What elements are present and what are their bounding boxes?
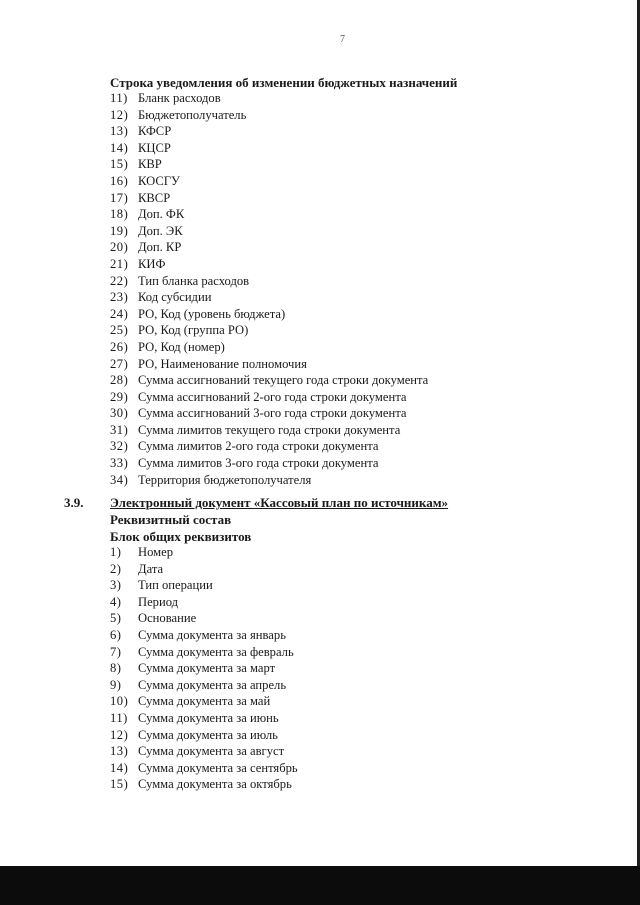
- list-item: [110, 594, 298, 611]
- list-item: [110, 438, 428, 455]
- item-number: 25): [110, 323, 129, 338]
- item-text: Сумма лимитов 3-ого года строки документа: [138, 456, 379, 471]
- item-number: 6): [110, 627, 122, 642]
- list-item: [110, 455, 428, 472]
- item-text: КВСР: [138, 190, 171, 205]
- item-text: Доп. ЭК: [138, 223, 183, 238]
- item-number: 23): [110, 290, 129, 305]
- list-item: [110, 123, 428, 140]
- list-item: [110, 173, 428, 190]
- item-text: Доп. КР: [138, 240, 182, 255]
- list-item: [110, 577, 298, 594]
- list-item: [110, 644, 298, 661]
- item-text: КФСР: [138, 124, 172, 139]
- section-subtitle: Реквизитный состав: [110, 512, 232, 527]
- list-item: [110, 561, 298, 578]
- item-number: 1): [110, 545, 122, 559]
- item-text: РО, Код (группа РО): [138, 323, 249, 338]
- item-number: 15): [110, 777, 129, 792]
- item-text: Сумма документа за май: [138, 694, 271, 709]
- list-item: [110, 289, 428, 306]
- item-number: 18): [110, 207, 129, 222]
- item-text: Сумма документа за январь: [138, 627, 286, 642]
- item-number: 16): [110, 173, 129, 188]
- scan-bottom-band: [0, 866, 640, 905]
- item-number: 32): [110, 439, 129, 454]
- list-item: [110, 389, 428, 406]
- list-item: [110, 610, 298, 627]
- item-text: Сумма документа за июль: [138, 727, 278, 742]
- item-number: 8): [110, 661, 122, 676]
- item-text: Сумма документа за март: [138, 661, 276, 676]
- item-text: Сумма документа за февраль: [138, 644, 294, 659]
- item-text: РО, Наименование полномочия: [138, 356, 307, 371]
- item-text: Сумма ассигнований 3-ого года строки документа: [138, 406, 407, 421]
- list-item: [110, 190, 428, 207]
- list-item: [110, 544, 298, 561]
- list-item: [110, 472, 428, 489]
- item-number: 19): [110, 223, 129, 238]
- item-number: 7): [110, 644, 122, 659]
- item-number: 27): [110, 356, 129, 371]
- list-item: [110, 239, 428, 256]
- item-text: РО, Код (номер): [138, 339, 225, 354]
- section-number: 3.9.: [64, 495, 84, 510]
- item-number: 10): [110, 694, 129, 709]
- item-text: РО, Код (уровень бюджета): [138, 306, 286, 321]
- item-text: Сумма ассигнований 2-ого года строки документа: [138, 389, 407, 404]
- item-text: Сумма лимитов текущего года строки документа: [138, 422, 401, 437]
- list-item: [110, 660, 298, 677]
- item-number: 15): [110, 157, 129, 172]
- item-text: Доп. ФК: [138, 207, 185, 222]
- item-number: 24): [110, 306, 129, 321]
- item-number: 9): [110, 677, 122, 692]
- item-number: 12): [110, 727, 129, 742]
- item-text: Бланк расходов: [138, 91, 221, 105]
- common-block-heading: Блок общих реквизитов: [110, 529, 252, 544]
- item-text: Код субсидии: [138, 290, 212, 305]
- item-number: 11): [110, 91, 128, 105]
- item-number: 2): [110, 561, 122, 576]
- item-number: 29): [110, 389, 129, 404]
- item-text: Период: [138, 594, 179, 609]
- item-number: 11): [110, 710, 128, 725]
- list-item: [110, 743, 298, 760]
- list-item: [110, 107, 428, 124]
- page-number: 7: [340, 34, 345, 45]
- item-text: Сумма лимитов 2-ого года строки документа: [138, 439, 379, 454]
- item-number: 28): [110, 373, 129, 388]
- item-text: Сумма документа за сентябрь: [138, 760, 298, 775]
- section-title: Электронный документ «Кассовый план по источникам»: [110, 495, 449, 510]
- item-number: 26): [110, 339, 129, 354]
- item-number: 14): [110, 760, 129, 775]
- list-item: [110, 156, 428, 173]
- item-text: Территория бюджетополучателя: [138, 472, 312, 487]
- list-item: [110, 206, 428, 223]
- item-number: 22): [110, 273, 129, 288]
- item-text: Сумма документа за июнь: [138, 710, 279, 725]
- item-text: КЦСР: [138, 140, 171, 155]
- list-item: [110, 140, 428, 157]
- item-number: 12): [110, 107, 129, 122]
- item-text: КИФ: [138, 256, 166, 271]
- item-number: 17): [110, 190, 129, 205]
- block-heading-budget-change: Строка уведомления об изменении бюджетных назначений: [110, 75, 458, 90]
- item-text: КОСГУ: [138, 173, 180, 188]
- item-number: 4): [110, 594, 122, 609]
- list-item: [110, 677, 298, 694]
- list-item: [110, 90, 428, 107]
- item-text: Сумма документа за август: [138, 744, 285, 759]
- item-text: Сумма документа за апрель: [138, 677, 287, 692]
- item-text: Сумма ассигнований текущего года строки документа: [138, 373, 429, 388]
- list-item: [110, 710, 298, 727]
- budget-change-list: [110, 90, 428, 488]
- list-item: [110, 627, 298, 644]
- list-item: [110, 356, 428, 373]
- item-number: 20): [110, 240, 129, 255]
- item-text: Бюджетополучатель: [138, 107, 247, 122]
- item-number: 14): [110, 140, 129, 155]
- item-number: 3): [110, 578, 122, 593]
- item-number: 13): [110, 124, 129, 139]
- list-item: [110, 339, 428, 356]
- list-item: [110, 256, 428, 273]
- list-item: [110, 273, 428, 290]
- list-item: [110, 422, 428, 439]
- item-text: КВР: [138, 157, 162, 172]
- item-number: 34): [110, 472, 129, 487]
- list-item: [110, 760, 298, 777]
- list-item: [110, 306, 428, 323]
- item-text: Тип бланка расходов: [138, 273, 250, 288]
- list-item: [110, 223, 428, 240]
- item-number: 5): [110, 611, 122, 626]
- item-text: Дата: [138, 561, 164, 576]
- item-number: 30): [110, 406, 129, 421]
- list-item: [110, 693, 298, 710]
- item-number: 13): [110, 744, 129, 759]
- item-number: 31): [110, 422, 129, 437]
- item-number: 33): [110, 456, 129, 471]
- common-requisites-list: [110, 544, 298, 793]
- list-item: [110, 405, 428, 422]
- list-item: [110, 776, 298, 793]
- list-item: [110, 372, 428, 389]
- item-text: Основание: [138, 611, 197, 626]
- item-number: 21): [110, 256, 129, 271]
- item-text: Номер: [138, 545, 174, 559]
- list-item: [110, 322, 428, 339]
- item-text: Тип операции: [138, 578, 213, 593]
- item-text: Сумма документа за октябрь: [138, 777, 292, 792]
- list-item: [110, 727, 298, 744]
